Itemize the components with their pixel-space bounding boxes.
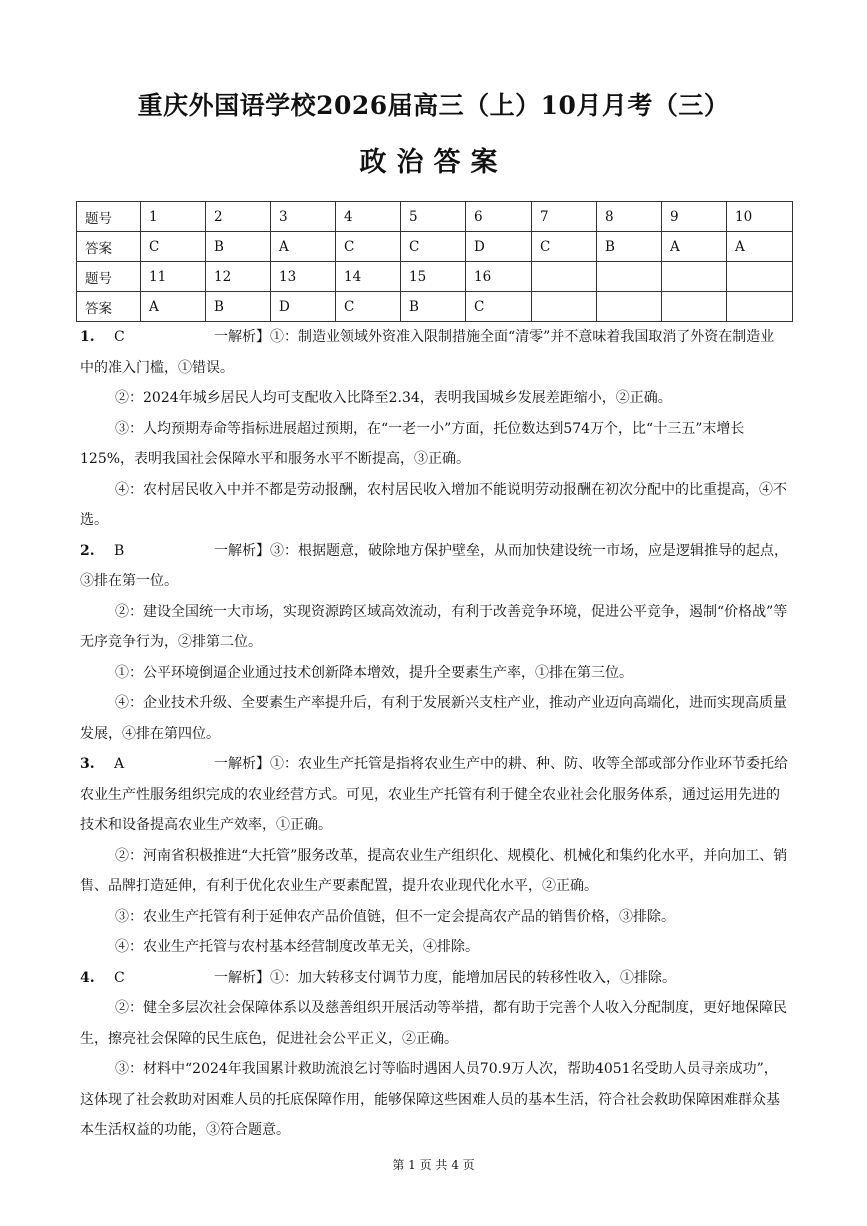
table-cell: B xyxy=(206,232,271,262)
table-row-header: 答案 xyxy=(77,232,141,262)
table-cell xyxy=(597,292,662,322)
table-cell xyxy=(597,262,662,292)
solution-text: 一解析】①：加大转移支付调节力度，能增加居民的转移性收入，①排除。 xyxy=(214,969,676,986)
question-number: 1. xyxy=(80,329,95,345)
table-cell: 9 xyxy=(662,202,727,232)
table-cell: C xyxy=(532,232,597,262)
question-solution xyxy=(80,322,788,536)
solution-paragraph xyxy=(80,536,788,597)
table-cell: 15 xyxy=(401,262,466,292)
table-cell: 11 xyxy=(141,262,206,292)
table-row-header: 题号 xyxy=(77,262,141,292)
table-cell: B xyxy=(206,292,271,322)
table-cell xyxy=(662,262,727,292)
question-number-row xyxy=(77,202,793,232)
table-cell: A xyxy=(141,292,206,322)
document-title: 重庆外国语学校2026届高三（上）10月月考（三） xyxy=(137,91,730,120)
question-number: 3. xyxy=(80,756,95,772)
table-cell: D xyxy=(271,292,336,322)
table-cell: B xyxy=(597,232,662,262)
table-cell xyxy=(727,262,793,292)
question-solution xyxy=(80,963,788,1146)
table-cell xyxy=(532,262,597,292)
solution-paragraph xyxy=(80,963,788,994)
solution-paragraph: ④：企业技术升级、全要素生产率提升后，有利于发展新兴支柱产业，推动产业迈向高端化，进而实现高质量发展，④排在第四位。 xyxy=(80,695,787,742)
solution-text: 一解析】③：根据题意，破除地方保护壁垒，从而加快建设统一市场，应是逻辑推导的起点，③排在第一位。 xyxy=(80,542,788,589)
table-cell: 12 xyxy=(206,262,271,292)
question-solution xyxy=(80,536,788,750)
table-cell: 13 xyxy=(271,262,336,292)
answer-row xyxy=(77,292,793,322)
document-subtitle: 政治答案 xyxy=(359,147,508,178)
solution-text: 一解析】①：制造业领域外资准入限制措施全面“清零”并不意味着我国取消了外资在制造业中的准入门槛，①错误。 xyxy=(80,329,775,376)
table-cell: D xyxy=(466,232,532,262)
solution-paragraph: ②：建设全国统一大市场，实现资源跨区域高效流动，有利于改善竞争环境，促进公平竞争，遏制“价格战”等无序竞争行为，②排第二位。 xyxy=(80,603,788,650)
table-cell: A xyxy=(727,232,793,262)
solution-paragraph: ④：农业生产托管与农村基本经营制度改革无关，④排除。 xyxy=(115,939,479,955)
table-cell xyxy=(662,292,727,322)
table-cell: C xyxy=(401,232,466,262)
table-cell: A xyxy=(662,232,727,262)
question-number: 2. xyxy=(80,542,95,559)
table-cell: B xyxy=(401,292,466,322)
solution-paragraph xyxy=(80,749,788,841)
solution-paragraph: ③：人均预期寿命等指标进展超过预期，在“一老一小”方面，托位数达到574万个，比“十三五”末增长125%，表明我国社会保障水平和服务水平不断提高，③正确。 xyxy=(80,420,745,467)
table-cell: C xyxy=(336,232,401,262)
question-number-row xyxy=(77,262,793,292)
table-cell: C xyxy=(141,232,206,262)
table-cell: C xyxy=(466,292,532,322)
solution-paragraph: ②：河南省积极推进“大托管”服务改革，提高农业生产组织化、规模化、机械化和集约化水平，并向加工、销售、品牌打造延伸，有利于优化农业生产要素配置，提升农业现代化水平，②正确。 xyxy=(80,847,788,894)
table-cell: 8 xyxy=(597,202,662,232)
table-row-header: 题号 xyxy=(77,202,141,232)
question-number: 4. xyxy=(80,969,95,986)
table-cell xyxy=(727,292,793,322)
question-answer: C xyxy=(114,329,125,345)
table-cell: 4 xyxy=(336,202,401,232)
question-answer: B xyxy=(114,542,125,559)
table-cell: 7 xyxy=(532,202,597,232)
table-cell: 14 xyxy=(336,262,401,292)
solution-paragraph: ②：健全多层次社会保障体系以及慈善组织开展活动等举措，都有助于完善个人收入分配制度，更好地保障民生，擦亮社会保障的民生底色，促进社会公平正义，②正确。 xyxy=(80,1000,787,1047)
table-cell: 2 xyxy=(206,202,271,232)
solution-paragraph: ④：农村居民收入中并不都是劳动报酬，农村居民收入增加不能说明劳动报酬在初次分配中的比重提高，④不选。 xyxy=(80,481,787,528)
table-cell: 10 xyxy=(727,202,793,232)
table-cell: C xyxy=(336,292,401,322)
solution-paragraph xyxy=(80,322,788,383)
question-solution xyxy=(80,749,788,963)
solutions-body xyxy=(80,322,788,1146)
table-cell: 3 xyxy=(271,202,336,232)
table-row-header: 答案 xyxy=(77,292,141,322)
solution-text: 一解析】①：农业生产托管是指将农业生产中的耕、种、防、收等全部或部分作业环节委托给农业生产性服务组织完成的农业经营方式。可见，农业生产托管有利于健全农业社会化服务体系，通过运用先进的技术和设备提高农业生产效率，①正确。 xyxy=(80,756,788,833)
answer-table-body xyxy=(77,202,793,322)
solution-paragraph: ①：公平环境倒逼企业通过技术创新降本增效，提升全要素生产率，①排在第三位。 xyxy=(115,664,633,681)
table-cell: 6 xyxy=(466,202,532,232)
table-cell: A xyxy=(271,232,336,262)
solution-paragraph: ②：2024年城乡居民人均可支配收入比降至2.34，表明我国城乡发展差距缩小，②正确。 xyxy=(115,390,672,406)
solution-paragraph: ③：农业生产托管有利于延伸农产品价值链，但不一定会提高农产品的销售价格，③排除。 xyxy=(115,908,675,925)
solution-paragraph: ③：材料中“2024年我国累计救助流浪乞讨等临时遇困人员70.9万人次，帮助4051名受助人员寻亲成功”，这体现了社会救助对困难人员的托底保障作用，能够保障这些困难人员的基本生活，符合社会救助保障困难群众基本生活权益的功能，③符合题意。 xyxy=(80,1061,780,1138)
table-cell xyxy=(532,292,597,322)
table-cell: 1 xyxy=(141,202,206,232)
table-cell: 16 xyxy=(466,262,532,292)
page-footer: 第 1 页 共 4 页 xyxy=(392,1158,475,1172)
question-answer: A xyxy=(114,756,125,772)
answer-row xyxy=(77,232,793,262)
answer-table xyxy=(76,201,793,322)
question-answer: C xyxy=(114,969,125,986)
table-cell: 5 xyxy=(401,202,466,232)
